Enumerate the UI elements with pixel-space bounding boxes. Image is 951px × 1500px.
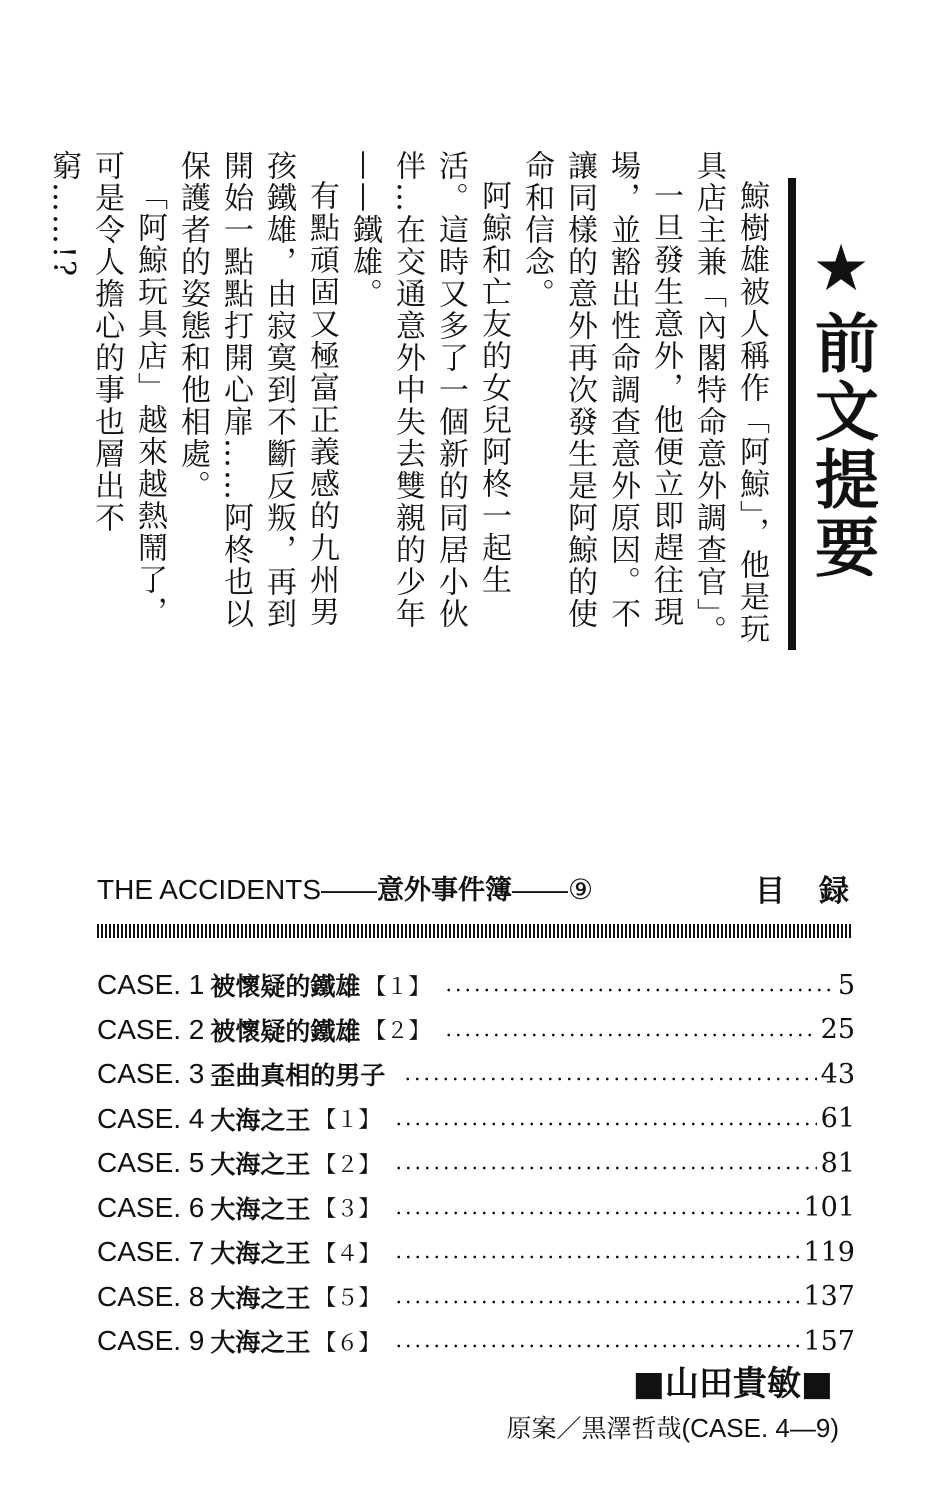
synopsis-paragraph: 鯨樹雄被人稱作「阿鯨」，他是玩具店主兼「內閣特命意外調查官」。 — [691, 150, 769, 647]
author-name: ■山田貴敏■ — [632, 1364, 833, 1404]
original-story-credit — [506, 1409, 839, 1445]
case-number: CASE. 7 — [97, 1236, 205, 1268]
case-part: 【２】 — [364, 1019, 431, 1045]
original-credit-range: (CASE. 4—9) — [681, 1413, 839, 1443]
dot-leader — [394, 1122, 816, 1126]
case-title: 大海之王 — [210, 1105, 311, 1135]
case-number: CASE. 4 — [97, 1102, 205, 1134]
case-title: 大海之王 — [210, 1194, 311, 1224]
page-number: 101 — [803, 1192, 855, 1224]
title-dash: —— — [512, 874, 569, 905]
synopsis-heading: ★前文提要 — [804, 232, 878, 582]
case-part: 【６】 — [314, 1330, 381, 1356]
dot-leader — [444, 1033, 816, 1037]
synopsis-divider — [788, 178, 796, 650]
synopsis-paragraph: 「阿鯨玩具店」越來越熱鬧了，可是令人擔心的事也層出不窮……!? — [46, 150, 167, 628]
case-number: CASE. 3 — [97, 1058, 205, 1090]
page-number: 137 — [803, 1281, 855, 1313]
dot-leader — [394, 1300, 799, 1304]
case-part: 【５】 — [314, 1286, 381, 1312]
page-number: 5 — [837, 969, 855, 1001]
dot-leader — [394, 1166, 816, 1170]
synopsis-paragraph: 阿鯨和亡友的女兒阿柊一起生活。這時又多了一個新的同居小伙伴…在交通意外中失去雙親的少年——鐵雄。 — [347, 150, 511, 630]
volume-number: ⑨ — [568, 874, 594, 905]
page-number: 157 — [803, 1325, 855, 1357]
hatched-divider — [97, 924, 851, 938]
case-number: CASE. 2 — [97, 1013, 205, 1045]
toc-entry — [97, 1097, 855, 1142]
toc-header — [97, 868, 883, 909]
case-title: 大海之王 — [210, 1239, 311, 1269]
toc-label: 目録 — [755, 874, 883, 909]
case-title: 歪曲真相的男子 — [210, 1061, 386, 1091]
toc-list — [97, 963, 855, 1364]
page-number: 25 — [820, 1014, 855, 1046]
case-title: 大海之王 — [210, 1328, 311, 1358]
case-part: 【３】 — [314, 1197, 381, 1223]
toc-entry — [97, 1052, 855, 1097]
series-title-latin: THE ACCIDENTS — [97, 874, 322, 905]
case-part: 【１】 — [314, 1108, 381, 1134]
series-title — [97, 868, 593, 907]
dot-leader — [394, 1211, 799, 1215]
toc-entry — [97, 1275, 855, 1320]
case-number: CASE. 9 — [97, 1325, 205, 1357]
dot-leader — [444, 988, 831, 992]
page-number: 119 — [803, 1236, 855, 1268]
case-title: 被懷疑的鐵雄 — [210, 972, 361, 1002]
toc-entry — [97, 1186, 855, 1231]
page-number: 81 — [820, 1147, 855, 1179]
toc-entry — [97, 1230, 855, 1275]
series-title-jp: 意外事件簿 — [377, 875, 513, 906]
case-number: CASE. 8 — [97, 1280, 205, 1312]
page-number: 43 — [820, 1058, 855, 1090]
dot-leader — [394, 1255, 799, 1259]
synopsis-paragraph: 有點頑固又極富正義感的九州男孩鐵雄，由寂寞到不斷反叛，再到開始一點點打開心扉……阿柊也以保護者的姿態和他相處。 — [175, 150, 339, 630]
case-number: CASE. 6 — [97, 1191, 205, 1223]
case-title: 被懷疑的鐵雄 — [210, 1016, 361, 1046]
case-number: CASE. 1 — [97, 969, 205, 1001]
dot-leader — [394, 1344, 799, 1348]
synopsis-paragraph: 一旦發生意外，他便立即趕往現場，並豁出性命調查意外原因。不讓同樣的意外再次發生是阿鯨的使命和信念。 — [519, 150, 683, 630]
case-part: 【２】 — [314, 1152, 381, 1178]
case-title: 大海之王 — [210, 1283, 311, 1313]
toc-entry — [97, 1008, 855, 1053]
toc-entry — [97, 1141, 855, 1186]
synopsis-body — [46, 150, 773, 650]
case-title: 大海之王 — [210, 1150, 311, 1180]
case-part: 【１】 — [364, 974, 431, 1000]
page-number: 61 — [820, 1103, 855, 1135]
dot-leader — [403, 1077, 816, 1081]
case-number: CASE. 5 — [97, 1147, 205, 1179]
toc-entry — [97, 963, 855, 1008]
original-credit-name: 原案／黒澤哲哉 — [506, 1414, 682, 1443]
case-part: 【４】 — [314, 1241, 381, 1267]
title-dash: —— — [321, 874, 378, 905]
